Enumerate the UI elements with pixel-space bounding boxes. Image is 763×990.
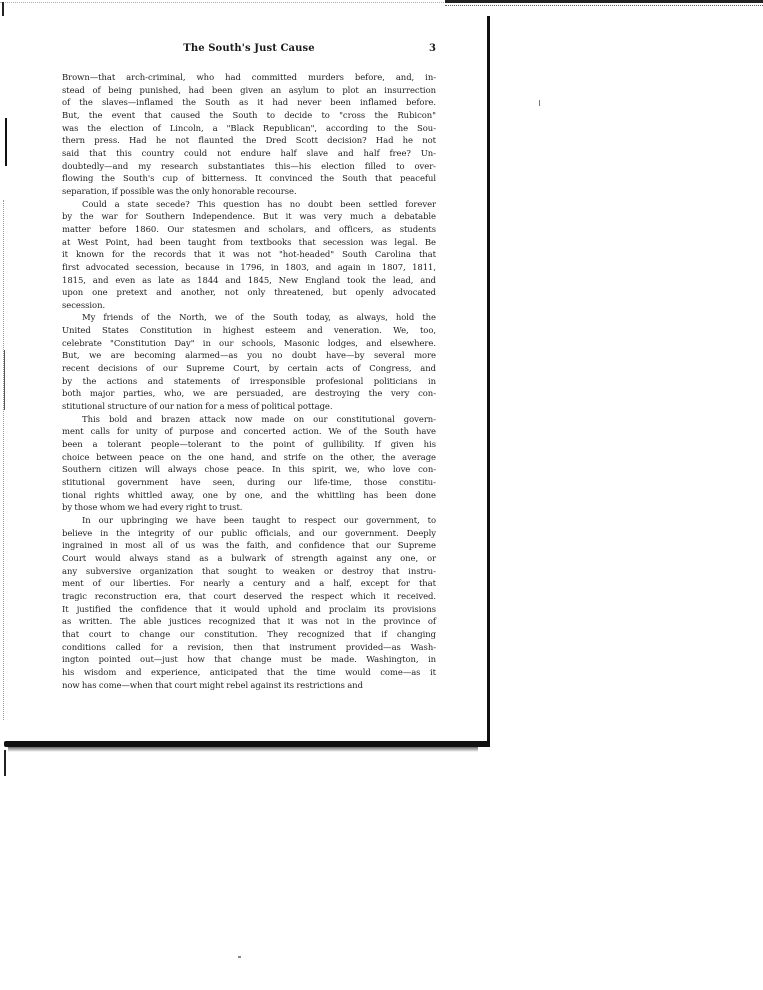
scan-speck-bottom bbox=[238, 956, 241, 958]
text-line: tragic reconstruction era, that court deserved the respect which it received. bbox=[62, 590, 436, 601]
left-edge-mark-secondary bbox=[4, 350, 5, 410]
text-line: was the election of Lincoln, a "Black Republican", according to the Sou- bbox=[62, 122, 436, 133]
paragraph bbox=[62, 413, 436, 514]
text-line: any subversive organization that sought to weaken or destroy that instru- bbox=[62, 565, 436, 576]
text-line: My friends of the North, we of the South today, as always, hold the bbox=[82, 312, 436, 323]
paragraph bbox=[62, 198, 436, 312]
text-line: ment calls for unity of purpose and concerted action. We of the South have bbox=[62, 426, 436, 437]
text-line: by the actions and statements of irresponsible profesional politicians in bbox=[62, 375, 436, 386]
paragraph bbox=[62, 71, 436, 198]
text-line: Could a state secede? This question has no doubt been settled forever bbox=[82, 198, 436, 209]
page-number: 3 bbox=[429, 43, 436, 54]
text-line: said that this country could not endure half slave and half free? Un- bbox=[62, 147, 436, 158]
text-line: that court to change our constitution. They recognized that if changing bbox=[62, 628, 436, 639]
text-line: It justified the confidence that it would uphold and proclaim its provisions bbox=[62, 603, 436, 614]
text-line: doubtedly—and my research substantiates this—his election filled to over- bbox=[62, 160, 436, 171]
text-line: 1815, and even as late as 1844 and 1845, New England took the lead, and bbox=[62, 274, 436, 285]
left-edge-mark bbox=[5, 118, 7, 166]
paragraph bbox=[62, 311, 436, 412]
text-line: matter before 1860. Our statesmen and scholars, and officers, as students bbox=[62, 223, 436, 234]
text-line: stead of being punished, had been given an asylum to plot an insurrection bbox=[62, 84, 436, 95]
text-line: stitutional structure of our nation for a mess of political pottage. bbox=[62, 401, 333, 412]
running-title: The South's Just Cause bbox=[183, 43, 315, 54]
text-line: In our upbringing we have been taught to respect our government, to bbox=[82, 514, 436, 525]
text-line: it known for the records that it was not "hot-headed" South Carolina that bbox=[62, 249, 436, 260]
left-dotted-edge bbox=[3, 200, 4, 720]
text-line: celebrate "Constitution Day" in our schools, Masonic lodges, and elsewhere. bbox=[62, 337, 436, 348]
text-line: as written. The able justices recognized that it was not in the province of bbox=[62, 616, 436, 627]
text-line: choice between peace on the one hand, and strife on the other, the average bbox=[62, 451, 436, 462]
text-line: Brown—that arch-criminal, who had committed murders before, and, in- bbox=[62, 72, 436, 82]
running-head bbox=[62, 43, 436, 59]
top-dotted-rule bbox=[0, 2, 450, 3]
text-line: conditions called for a revision, then that instrument provided—as Wash- bbox=[62, 641, 436, 652]
body-text bbox=[62, 71, 436, 691]
text-line: Southern citizen will always chose peace. In this spirit, we, who love con- bbox=[62, 464, 436, 475]
top-binding-rule bbox=[445, 0, 763, 6]
text-line: upon one pretext and another, not only threatened, but openly advocated bbox=[62, 287, 436, 298]
text-line: secession. bbox=[62, 299, 106, 310]
scan-edge-top bbox=[0, 0, 763, 7]
text-line: stitutional government have seen, during our life-time, those constitu- bbox=[62, 477, 436, 487]
text-line: flowing the South's cup of bitterness. It convinced the South that peaceful bbox=[62, 173, 436, 184]
text-line: recent decisions of our Supreme Court, by certain acts of Congress, and bbox=[62, 363, 436, 374]
text-line: separation, if possible was the only honorable recourse. bbox=[62, 185, 297, 196]
text-line: This bold and brazen attack now made on our constitutional govern- bbox=[82, 413, 436, 424]
text-line: ment of our liberties. For nearly a century and a half, except for that bbox=[62, 578, 436, 589]
text-line: by the war for Southern Independence. But it was very much a debatable bbox=[62, 211, 436, 222]
text-line: first advocated secession, because in 1796, in 1803, and again in 1807, 1811, bbox=[62, 261, 436, 272]
text-line: now has come—when that court might rebel against its restrictions and bbox=[62, 679, 363, 690]
text-line: at West Point, had been taught from textbooks that secession was legal. Be bbox=[62, 236, 436, 247]
text-line: ington pointed out—just how that change must be made. Washington, in bbox=[62, 654, 436, 665]
text-line: his wisdom and experience, anticipated that the time would come—as it bbox=[62, 666, 436, 677]
top-corner-mark bbox=[2, 2, 4, 16]
text-line: tional rights whittled away, one by one, and the whittling has been done bbox=[62, 489, 436, 500]
scan-speck bbox=[539, 100, 540, 106]
text-line: Court would always stand as a bulwark of strength against any one, or bbox=[62, 552, 436, 563]
text-line: of the slaves—inflamed the South as it had never been inflamed before. bbox=[62, 97, 436, 108]
page-bottom-shadow bbox=[8, 747, 478, 752]
text-line: But, the event that caused the South to decide to "cross the Rubicon" bbox=[62, 109, 436, 120]
bottom-corner-mark bbox=[4, 750, 6, 776]
text-line: But, we are becoming alarmed—as you no doubt have—by several more bbox=[62, 350, 436, 361]
text-line: United States Constitution in highest esteem and veneration. We, too, bbox=[62, 325, 436, 336]
text-line: been a tolerant people—tolerant to the point of gullibility. If given his bbox=[62, 439, 436, 450]
page-right-border bbox=[487, 16, 490, 744]
text-line: believe in the integrity of our public officials, and our government. Deeply bbox=[62, 527, 436, 538]
text-line: by those whom we had every right to trust. bbox=[62, 502, 243, 513]
paragraph bbox=[62, 514, 436, 691]
text-line: thern press. Had he not flaunted the Dred Scott decision? Had he not bbox=[62, 135, 436, 146]
text-line: ingrained in most all of us was the faith, and confidence that our Supreme bbox=[62, 540, 436, 551]
text-line: both major parties, who, we are persuaded, are destroying the very con- bbox=[62, 388, 436, 399]
